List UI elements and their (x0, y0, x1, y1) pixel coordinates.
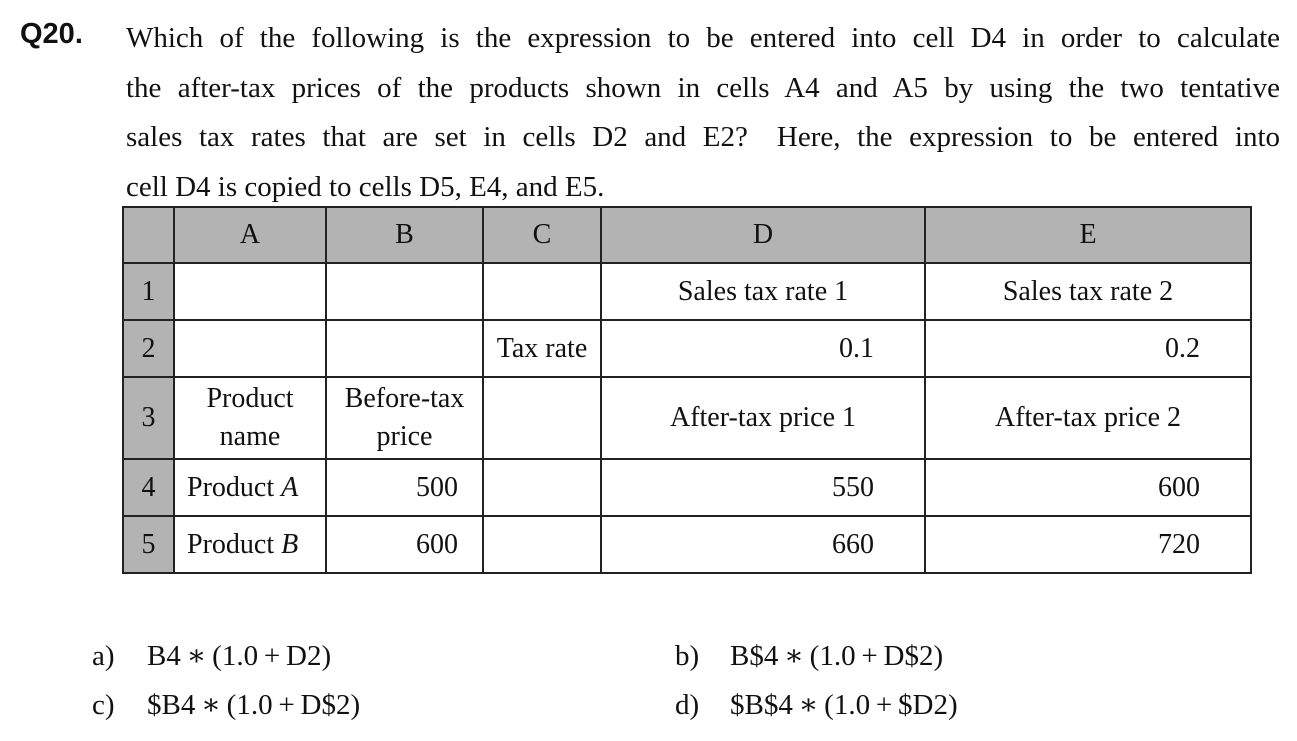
cell-c5 (483, 516, 601, 573)
cell-e5: 720 (925, 516, 1251, 573)
table-row (123, 320, 1251, 377)
row-header-5: 5 (123, 516, 174, 573)
row-header-2: 2 (123, 320, 174, 377)
question-text (126, 14, 1280, 212)
cell-a4 (174, 459, 326, 516)
table-row (123, 459, 1251, 516)
cell-a3-line-1: Product (206, 383, 294, 414)
cell-c3 (483, 377, 601, 459)
cell-c4 (483, 459, 601, 516)
cell-b1 (326, 263, 483, 320)
cell-a2 (174, 320, 326, 377)
cell-b3-line-2: price (376, 421, 433, 452)
cell-c1 (483, 263, 601, 320)
row-header-3: 3 (123, 377, 174, 459)
column-header-b: B (326, 207, 483, 263)
choice-d-label: d) (675, 689, 700, 721)
choice-d-expression: $B$4 ∗ (1.0 + $D2) (730, 689, 958, 721)
question-number: Q20. (20, 18, 83, 50)
cell-d1: Sales tax rate 1 (601, 263, 925, 320)
cell-e4: 600 (925, 459, 1251, 516)
choice-b-expression: B$4 ∗ (1.0 + D$2) (730, 640, 944, 672)
question-line-3: sales tax rates that are set in cells D2 and E2? Here, the expression to be entered into (126, 121, 1280, 153)
choice-a-label: a) (92, 640, 115, 672)
choice-c[interactable] (92, 685, 360, 725)
table-row (123, 377, 1251, 459)
spreadsheet-table (122, 206, 1252, 574)
cell-d4: 550 (601, 459, 925, 516)
cell-a5-prefix: Product (187, 528, 282, 560)
cell-c2: Tax rate (483, 320, 601, 377)
cell-a3-line-2: name (219, 421, 281, 452)
question-line-2: the after-tax prices of the products shown in cells A4 and A5 by using the two tentative (126, 71, 1280, 104)
table-row (123, 263, 1251, 320)
cell-b2 (326, 320, 483, 377)
cell-b3-line-1: Before-tax (344, 383, 465, 414)
cell-b3 (326, 377, 483, 459)
table-row (123, 516, 1251, 573)
cell-e3: After-tax price 2 (925, 377, 1251, 459)
row-header-4: 4 (123, 459, 174, 516)
corner-cell (123, 207, 174, 263)
cell-e1: Sales tax rate 2 (925, 263, 1251, 320)
row-header-1: 1 (123, 263, 174, 320)
question-line-1: Which of the following is the expression to be entered into cell D4 in order to calculate (126, 22, 1280, 54)
choice-d[interactable] (675, 685, 958, 725)
column-header-row (123, 207, 1251, 263)
choice-a-expression: B4 ∗ (1.0 + D2) (147, 640, 332, 672)
column-header-e: E (925, 207, 1251, 263)
cell-e2: 0.2 (925, 320, 1251, 377)
cell-d5: 660 (601, 516, 925, 573)
choice-c-label: c) (92, 689, 115, 721)
cell-d3: After-tax price 1 (601, 377, 925, 459)
cell-d2: 0.1 (601, 320, 925, 377)
choice-b[interactable] (675, 636, 943, 676)
column-header-d: D (601, 207, 925, 263)
cell-b4: 500 (326, 459, 483, 516)
column-header-a: A (174, 207, 326, 263)
cell-a5-variable: B (281, 528, 299, 560)
cell-b5: 600 (326, 516, 483, 573)
cell-a1 (174, 263, 326, 320)
cell-a4-variable: A (281, 471, 299, 503)
column-header-c: C (483, 207, 601, 263)
choice-c-expression: $B4 ∗ (1.0 + D$2) (147, 689, 361, 721)
choice-b-label: b) (675, 640, 700, 672)
cell-a4-prefix: Product (187, 471, 282, 503)
cell-a3 (174, 377, 326, 459)
cell-a5 (174, 516, 326, 573)
question-line-4: cell D4 is copied to cells D5, E4, and E5. (126, 170, 605, 203)
choice-a[interactable] (92, 636, 331, 676)
